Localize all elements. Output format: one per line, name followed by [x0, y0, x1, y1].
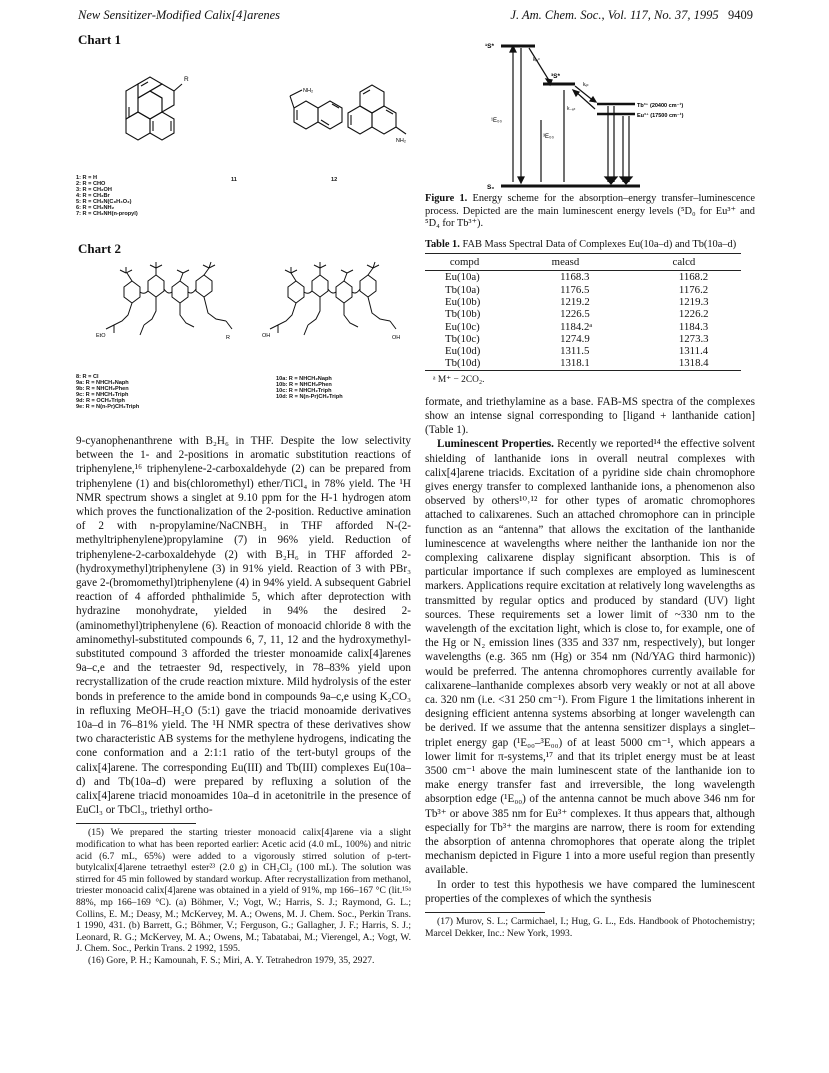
compound-number-12: 12 — [331, 177, 338, 183]
table-row: Tb(10d) 1318.1 1318.4 — [425, 357, 741, 370]
eu-level-label: Eu³⁺ (17500 cm⁻¹) — [637, 113, 684, 119]
table1-caption-label: Table 1. — [425, 238, 460, 250]
journal-citation — [510, 8, 753, 23]
tb-level-label: Tb³⁺ (20400 cm⁻¹) — [637, 103, 684, 109]
table1-caption-text: FAB Mass Spectral Data of Complexes Eu(10a–d) and Tb(10a–d) — [462, 238, 737, 250]
svg-text:EtO: EtO — [96, 333, 106, 339]
left-column — [76, 28, 411, 967]
compound-label: 5: R = CH₂N(C₈H₄O₂) — [76, 199, 132, 205]
nh2-label-12: NH₂ — [395, 138, 406, 144]
s0-label: S₀ — [487, 184, 495, 191]
footnote-17: (17) Murov, S. L.; Carmichael, I.; Hug, G. L., Eds. Handbook of Photochemistry; Marcel Dekker, Inc.: New York, 1993. — [425, 916, 755, 939]
oh-label-right-2: OH — [392, 335, 401, 341]
kbt-label: k₋ₑₜ — [567, 106, 576, 112]
paragraph-luminescent-properties: Luminescent Properties. Recently we reported¹⁴ the effective solvent shielding of lanthanide ions in overall neutral complexes with calix[4]arene triacids. Excitation of a pyridine side chain chromophore gives energy transfer to complexed lanthanide ions, a phenomenon also observed by others¹⁰˒¹² for other types of aromatic chromophores attached to calixarenes. Such an attached chromophore can in principle function as an “antenna” that allows the excitation of the lanthanide luminescence at wavelengths where neither the lanthanide ion nor the complexing calixarene display significant absorption. This is of particular importance if such complexes are employed as luminescent markers. Applications require excitation at relatively long wavelengths as transmitted by regular optics and produced by standard (UV) light sources. These requirements set a lower limit of ~330 nm to the wavelength of the excitation light, which is close to, for example, one of the Hg or N₂ emission lines (335 and 337 nm, respectively), but longer wavelengths (e.g. 365 nm (Hg) or 354 nm (Nd/YAG third harmonic)) would be preferred. The antenna chromophores currently available for calixarene–lanthanide complexes absorb very weakly or not at all above ca. 320 nm (i.e. <31 250 cm⁻¹). From Figure 1 the limitations inherent in designing efficient antenna systems absorbing at longer wavelength can be derived. If we assume that the antenna sensitizer displays a singlet–triplet energy gap (¹E₀₀–³E₀₀) of at least 5000 cm⁻¹, which appears a lower limit for π-systems,¹⁷ and that its triplet energy must be at least 3500 cm⁻¹ above the main luminescent state of the lanthanide ion to make energy transfer fast and irreversible, the long wavelength absorption edge (¹E₀₀) of the antenna cannot be much above 346 nm for Tb³⁺ or above 385 nm for Eu³⁺ complexes. It thus appears that, although especially for Tb³⁺ the margins are narrow, there is room for extending the absorption of antenna chromophores that operate along the triplet mechanism depicted in Figure 1 into a more useful region than presently available. — [425, 438, 755, 877]
table-row: Tb(10c) 1274.9 1273.3 — [445, 332, 709, 345]
table1-footnote: ᵃ M⁺ − 2CO₂. — [433, 374, 485, 385]
kisc-label: kᵢₛᶜ — [533, 57, 540, 63]
figure1-caption-label: Figure 1. — [425, 193, 468, 204]
phenanthrene-structure-12 — [348, 85, 406, 134]
chart1-legend — [76, 175, 411, 233]
triphenylene-structure — [126, 77, 182, 140]
chart1-compound-labels — [76, 175, 138, 217]
table-row: Eu(10c) 1184.2ᵃ 1184.3 — [445, 320, 709, 333]
isc-arrow — [529, 48, 550, 82]
page-number: 9409 — [728, 8, 753, 22]
chart1-title: Chart 1 — [78, 32, 121, 47]
compound-label: 9d: R = OCH₂Triph — [76, 398, 125, 404]
calixarene-structure-right — [270, 262, 396, 335]
r-substituent-label: R — [184, 76, 189, 83]
paragraph: In order to test this hypothesis we have compared the luminescent properties of the complexes of which the synthesis — [425, 878, 755, 905]
ket-label: kₑₜ — [583, 82, 589, 88]
table-row: Eu(10d) 1311.5 1311.4 — [445, 345, 709, 358]
chart2-labels-right — [276, 376, 343, 400]
compound-label: 4: R = CH₂Br — [76, 193, 110, 199]
table-row: Eu(10a) 1168.3 1168.2 — [445, 271, 709, 284]
table1-caption — [425, 239, 755, 252]
s1-label: ¹S* — [485, 43, 495, 50]
running-title: New Sensitizer-Modified Calix[4]arenes — [78, 8, 281, 22]
right-column — [425, 28, 755, 939]
compound-label: 10b: R = NHCH₂Phen — [276, 382, 332, 388]
compound-label: 9a: R = NHCH₂Naph — [76, 380, 129, 386]
table-header-row — [425, 254, 741, 271]
compound-label: 6: R = CH₂NH₂ — [76, 205, 115, 211]
chart2-title: Chart 2 — [78, 241, 121, 256]
table-row: Tb(10a) 1176.5 1176.2 — [445, 283, 709, 296]
section-heading: Luminescent Properties. — [437, 438, 554, 451]
nh2-label-11: NH₂ — [303, 88, 314, 94]
journal-name: J. Am. Chem. Soc., — [510, 8, 605, 22]
chart2-structures — [76, 259, 411, 367]
compound-label: 10d: R = N(n-Pr)CH₂Triph — [276, 394, 343, 400]
compound-label: 7: R = CH₂NH(n-propyl) — [76, 211, 138, 217]
journal-volume: Vol. 117, No. 37, 1995 — [607, 8, 719, 22]
table-row: Eu(10b) 1219.2 1219.3 — [445, 295, 709, 308]
figure1-energy-diagram — [425, 34, 755, 191]
table-row: Tb(10b) 1226.5 1226.2 — [445, 308, 709, 321]
compound-label: 2: R = CHO — [76, 181, 106, 187]
table1 — [425, 253, 741, 370]
footnote-16: (16) Gore, P. H.; Kamounah, F. S.; Miri, A. Y. Tetrahedron 1979, 35, 2927. — [88, 955, 375, 967]
footnote-divider — [76, 823, 196, 824]
compound-label: 9e: R = N(n-Pr)CH₂Triph — [76, 404, 140, 410]
compound-number-11: 11 — [231, 177, 237, 183]
e00-singlet-label: ¹E₀₀ — [491, 118, 502, 124]
chart2-legend — [76, 374, 411, 426]
compound-label: 1: R = H — [76, 175, 97, 181]
chart2-labels-left — [76, 374, 139, 410]
e00-triplet-label: ³E₀₀ — [543, 134, 554, 140]
naphthalene-structure-11 — [290, 90, 342, 129]
footnotes-left — [76, 827, 411, 966]
column-header: compd — [425, 254, 504, 271]
calixarene-structure-left — [106, 262, 232, 335]
right-body-text — [425, 395, 755, 906]
oh-label-right-1: OH — [262, 333, 271, 339]
figure1-caption — [425, 193, 755, 231]
chart1-structures — [76, 50, 411, 170]
figure1-caption-text: Energy scheme for the absorption–energy transfer–luminescence process. Depicted are the main luminescent energy levels (⁵D₀ for Eu³⁺ and ⁵D₄ for Tb³⁺). — [425, 193, 755, 230]
column-header: measd — [504, 254, 627, 271]
compound-label: 3: R = CH₂OH — [76, 187, 112, 193]
compound-label: 10a: R = NHCH₂Naph — [276, 376, 332, 382]
s3-label: ³S* — [551, 73, 561, 80]
footnote-divider-right — [425, 912, 545, 913]
footnote-15: (15) We prepared the starting triester monoacid calix[4]arene via a slight modification to what has been reported earlier: Acetic acid (4.0 mL, 100%) and nitric acid (6.7 mL, 65%) were added to a vigorously stirred solution of p-tert-butylcalix[4]arene tetraethyl ester²³ (2.0 g) in CH₂Cl₂ (100 mL). The solution was stirred for 45 min followed by standard workup. After recrystallization from methanol, triester monoacid calix[4]arene was obtained in a yield of 91%, mp 166–167 °C (lit.¹⁵ᵃ 88%, mp 166–169 °C). (a) Böhmer, V.; Vogt, W.; Harris, S. J.; Raymond, G. L.; Collins, E. M.; Deasy, M.; McKervey, M. A.; Owens, M. J. Chem. Soc., Perkin Trans. 1 1990, 431. (b) Barrett, G.; Böhmer, V.; Ferguson, G.; Gallagher, J. F.; Harris, S. J.; Leonard, R. G.; McKervey, M. A.; Owens, M.; Tabatabai, M.; Vierengel, A.; Vogt, W. J. Chem. Soc., Perkin Trans. 2 1992, 1595. — [76, 827, 411, 955]
compound-label: 10c: R = NHCH₂Triph — [276, 388, 332, 394]
paragraph: formate, and triethylamine as a base. FAB-MS spectra of the complexes show an intense signal corresponding to [ligand + lanthanide cation] (Table 1). — [425, 395, 755, 437]
paragraph: 9-cyanophenanthrene with B₂H₆ in THF. Despite the low selectivity between the 1- and 2-positions in aromatic substitution reactions of triphenylene,¹⁶ triphenylene-2-carboxaldehyde (2) can be prepared from triphenylene (1) and bis(chloromethyl) ether/TiCl₄ in 78% yield. The ¹H NMR spectrum shows a singlet at 9.10 ppm for the H-1 hydrogen atom which proves the functionalization of the 2-position. Reductive amination of 2 with n-propylamine/NaCNBH₃ in THF afforded N-(2-methyltriphenylene)propylamine (7) in 96% yield. Reduction of triphenylene-2-carboxaldehyde (2) with B₂H₆ in THF afforded 2-(hydroxymethyl)triphenylene (3) in 91% yield. Reaction of 3 with PBr₃ gave 2-(bromomethyl)triphenylene (4) in 94% yield. A subsequent Gabriel reaction of 4 afforded phthalimide 5, which after deprotection with hydrazine monohydrate, yielded in 94% the desired 2-(aminomethyl)triphenylene (6). Reaction of monoacid chloride 8 with the aminomethyl-substituted compounds 6, 7, 11, 12 and the hydroxymethyl-substituted compound 3 afforded the triester monoamide calix[4]arenes 9a–c,e and the tetraester 9d, respectively, in 78–83% yield upon recrystallization of the crude reaction mixture. Mild hydrolysis of the ester bonds in preference to the amide bond in compounds 9a–c,e using K₂CO₃ in refluxing MeOH–H₂O (5:1) gave the triacid monoamide derivatives 10a–d in 76–81% yield. The ¹H NMR spectra of these derivatives show two characteristic AB systems for the methylene hydrogens, indicating the cone conformation and a 2:1:1 ratio of the tert-butyl groups of the calix[4]arene. The corresponding Eu(III) and Tb(III) complexes Eu(10a–d) and Tb(10a–d) were prepared by refluxing a solution of the calix[4]arene triacid monoamides 10a–d in acetonitrile in the presence of EuCl₃ or TbCl₃, triethyl ortho- — [76, 435, 411, 817]
compound-label: 9b: R = NHCH₂Phen — [76, 386, 129, 392]
compound-label: 8: R = Cl — [76, 374, 99, 380]
column-header: calcd — [627, 254, 741, 271]
oh-label-left: R — [226, 335, 230, 341]
left-body-text — [76, 434, 411, 817]
compound-label: 9c: R = NHCH₂Triph — [76, 392, 129, 398]
